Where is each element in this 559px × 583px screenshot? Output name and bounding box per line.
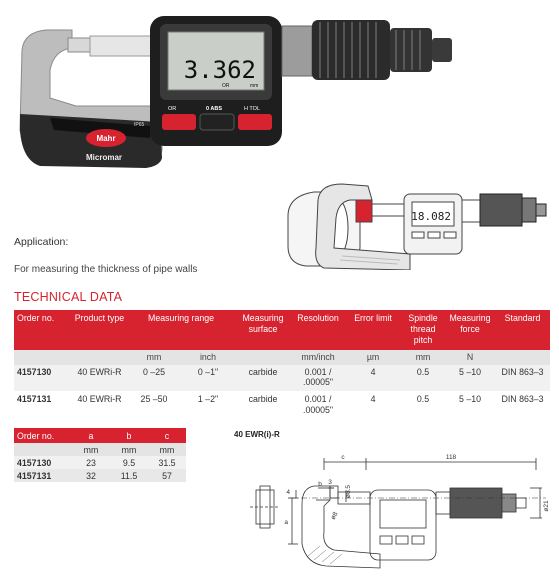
section-title: TECHNICAL DATA	[14, 290, 123, 304]
button-label-htol: H TOL	[244, 106, 260, 112]
table-cell: 5 –10	[445, 365, 495, 392]
header-a: a	[72, 428, 110, 443]
unit-cell: inch	[181, 350, 235, 365]
header-spindle-thread-pitch: Spindle thread pitch	[401, 310, 445, 350]
unit-cell: mm	[401, 350, 445, 365]
unit-cell: mm	[72, 443, 110, 456]
application-sketch	[280, 178, 550, 270]
table-cell: 31.5	[148, 456, 186, 469]
unit-cell: N	[445, 350, 495, 365]
product-photo	[10, 10, 490, 180]
header-error-limit: Error limit	[345, 310, 401, 350]
button-label-or: OR	[168, 106, 177, 112]
application-heading: Application:	[14, 236, 69, 248]
table-cell: carbide	[235, 392, 291, 419]
order-no-cell: 4157130	[14, 365, 72, 392]
unit-cell: mm	[127, 350, 181, 365]
table-cell: 25 –50	[127, 392, 181, 419]
header-order-no: Order no.	[14, 310, 72, 350]
header-order-no: Order no.	[14, 428, 72, 443]
unit-cell: mm/inch	[291, 350, 345, 365]
dim-c: c	[341, 454, 345, 461]
button-label-abs: 0 ABS	[206, 106, 222, 112]
model-name: Micromar	[86, 153, 123, 162]
technical-drawing	[230, 440, 552, 580]
header-standard: Standard	[495, 310, 550, 350]
table-cell: 40 EWRi-R	[72, 392, 127, 419]
table-cell: 0 –25	[127, 365, 181, 392]
dim-d8: ø8	[329, 510, 340, 521]
unit-cell: mm	[110, 443, 148, 456]
table-row	[14, 469, 186, 482]
order-no-cell: 4157131	[14, 469, 72, 482]
header-resolution: Resolution	[291, 310, 345, 350]
order-no-cell: 4157131	[14, 392, 72, 419]
header-measuring-surface: Measuring surface	[235, 310, 291, 350]
table-row	[14, 456, 186, 469]
sketch-display: 18.082	[411, 210, 451, 223]
unit-cell	[14, 443, 72, 456]
table-cell: 11.5	[110, 469, 148, 482]
unit-cell: mm	[148, 443, 186, 456]
table-cell: 9.5	[110, 456, 148, 469]
table-cell: carbide	[235, 365, 291, 392]
table-cell: 32	[72, 469, 110, 482]
table-cell: 23	[72, 456, 110, 469]
table-cell: 0.001 / .00005"	[291, 392, 345, 419]
table-cell: 0 –1"	[181, 365, 235, 392]
dim-four: 4	[286, 489, 290, 496]
display-unit-mm: mm	[250, 83, 259, 89]
table-cell: DIN 863–3	[495, 392, 550, 419]
table-cell: 5 –10	[445, 392, 495, 419]
table-cell: 40 EWRi-R	[72, 365, 127, 392]
unit-cell	[495, 350, 550, 365]
table-cell: 0.001 / .00005"	[291, 365, 345, 392]
table-cell: DIN 863–3	[495, 365, 550, 392]
header-product-type: Product type	[72, 310, 127, 350]
dimensions-table	[14, 428, 186, 482]
header-b: b	[110, 428, 148, 443]
header-measuring-force: Measuring force	[445, 310, 495, 350]
drawing-label: 40 EWR(i)-R	[234, 430, 280, 439]
table-cell: 1 –2"	[181, 392, 235, 419]
dim-d21: ø21	[543, 500, 550, 512]
dim-total: 118	[445, 454, 457, 461]
table-cell: 57	[148, 469, 186, 482]
table-row	[14, 392, 550, 419]
unit-cell: µm	[345, 350, 401, 365]
dim-b: b	[318, 481, 322, 488]
header-c: c	[148, 428, 186, 443]
table-cell: 4	[345, 392, 401, 419]
dim-d65: ø6.5	[345, 484, 352, 498]
unit-cell	[14, 350, 72, 365]
brand-logo: Mahr	[96, 134, 116, 143]
display-unit-or: OR	[222, 83, 230, 89]
dim-a: a	[284, 519, 288, 526]
ip-rating: IP65	[134, 122, 145, 128]
table-cell: 0.5	[401, 365, 445, 392]
table-cell: 4	[345, 365, 401, 392]
display-reading: 3.362	[183, 56, 256, 84]
unit-cell	[72, 350, 127, 365]
application-description: For measuring the thickness of pipe walls	[14, 264, 198, 275]
header-measuring-range: Measuring range	[127, 310, 235, 350]
technical-data-table	[14, 310, 550, 419]
table-row	[14, 365, 550, 392]
table-cell: 0.5	[401, 392, 445, 419]
order-no-cell: 4157130	[14, 456, 72, 469]
unit-cell	[235, 350, 291, 365]
dim-three: 3	[328, 479, 332, 486]
